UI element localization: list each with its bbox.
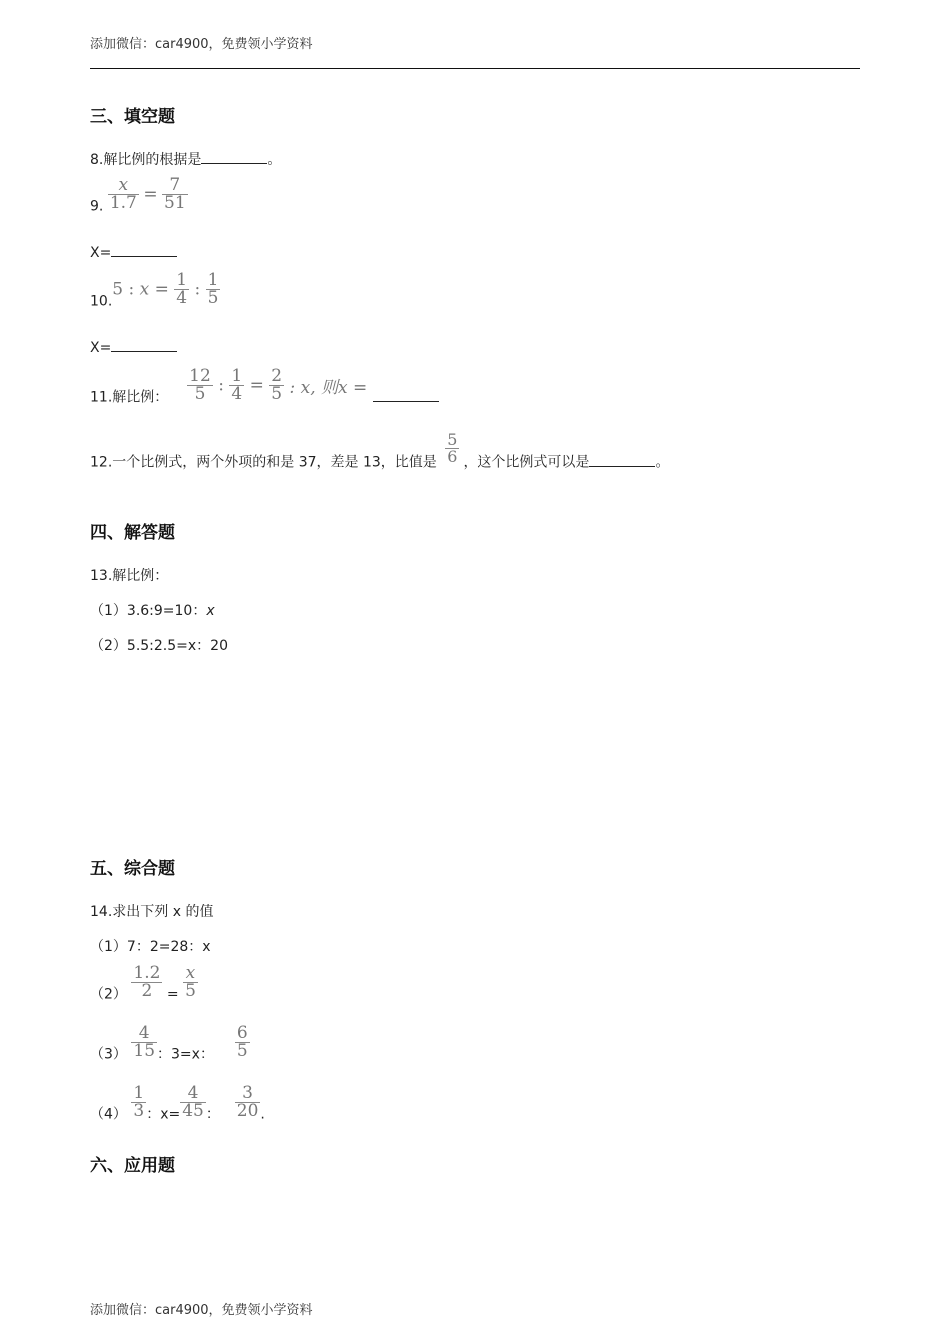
denominator: 2 [131, 982, 162, 1000]
equals-sign: = [149, 279, 175, 300]
part-text: （1）3.6:9=10： [90, 603, 207, 619]
part-text: ： [205, 1106, 220, 1123]
part-label: （3） [90, 1046, 127, 1063]
answer-label: X= [90, 245, 112, 261]
denominator: 45 [182, 1101, 204, 1121]
question-number: 9. [90, 198, 104, 215]
section-title-application: 六、应用题 [90, 1156, 175, 1176]
math-variable: x [206, 603, 215, 619]
page-header: 添加微信：car4900，免费领小学资料 [90, 37, 313, 52]
denominator: 4 [176, 288, 188, 308]
numerator: 3 [242, 1083, 253, 1103]
question-13-title: 13.解比例： [90, 568, 169, 584]
equals-sign: = [244, 375, 270, 396]
question-8 [90, 149, 281, 169]
fraction [183, 965, 198, 1000]
numerator: 1.2 [133, 963, 161, 983]
denominator: 5 [187, 385, 213, 403]
fraction [229, 368, 244, 403]
question-8-text: 8.解比例的根据是 [90, 152, 202, 168]
denominator: 51 [164, 193, 186, 213]
fraction [174, 272, 189, 307]
question-10-answer [90, 339, 177, 356]
question-14-part-4 [90, 1085, 265, 1124]
denominator: 3 [133, 1101, 145, 1121]
fraction [235, 1025, 250, 1060]
numerator: 1 [207, 270, 219, 290]
answer-blank [111, 339, 177, 352]
question-14-part-3 [90, 1025, 250, 1064]
question-number: 10. [90, 293, 113, 310]
question-11 [90, 368, 439, 407]
part-text: ：x= [146, 1106, 181, 1123]
part-end: . [260, 1106, 265, 1123]
question-12 [90, 432, 669, 472]
numerator: 12 [189, 366, 211, 386]
question-13-part-2: （2）5.5:2.5=x：20 [90, 638, 228, 654]
numerator: 1 [176, 270, 188, 290]
question-12-text: 12.一个比例式，两个外项的和是 37，差是 13，比值是 [90, 454, 437, 471]
section-title-comprehensive: 五、综合题 [90, 859, 175, 879]
colon: : [189, 279, 206, 300]
denominator: 6 [447, 447, 458, 466]
section-title-fill-in: 三、填空题 [90, 107, 175, 127]
math-variable: x [139, 279, 150, 300]
math-term: 5 : [112, 279, 140, 300]
equals-sign: = [162, 986, 184, 1003]
numerator: 7 [169, 175, 181, 195]
fraction [131, 965, 162, 1000]
denominator: 1.7 [109, 193, 137, 213]
numerator: 1 [231, 366, 243, 386]
answer-label: X= [90, 340, 112, 356]
numerator: x [118, 175, 129, 195]
answer-blank [201, 151, 267, 164]
denominator: 5 [185, 981, 196, 1001]
denominator: 4 [231, 384, 243, 404]
math-expression: : x, 则x = [284, 378, 373, 398]
denominator: 5 [271, 384, 283, 404]
part-label: （2） [90, 986, 127, 1003]
fraction [131, 1025, 157, 1060]
header-divider [90, 68, 860, 69]
question-14-part-1: （1）7：2=28：x [90, 939, 211, 955]
question-12-tail: ，这个比例式可以是 [463, 454, 590, 471]
page-footer: 添加微信：car4900，免费领小学资料 [90, 1303, 313, 1318]
fraction [180, 1085, 206, 1120]
part-text: ：3=x： [157, 1046, 214, 1063]
numerator: x [185, 963, 196, 983]
fraction [235, 1085, 261, 1120]
part-label: （4） [90, 1106, 127, 1123]
fraction [131, 1085, 146, 1120]
fraction [269, 368, 284, 403]
question-14-part-2 [90, 965, 198, 1004]
section-title-solve: 四、解答题 [90, 523, 175, 543]
equals-sign: = [143, 184, 158, 205]
answer-blank [111, 244, 177, 257]
answer-blank [589, 454, 655, 467]
fraction [162, 177, 188, 212]
question-10 [90, 272, 220, 310]
question-13-part-1 [90, 600, 215, 620]
numerator: 6 [236, 1023, 248, 1043]
denominator: 5 [207, 288, 219, 308]
question-8-end: 。 [267, 152, 282, 168]
numerator: 4 [187, 1083, 199, 1103]
question-14-title: 14.求出下列 x 的值 [90, 904, 214, 920]
denominator: 20 [236, 1101, 259, 1121]
numerator: 4 [138, 1023, 150, 1043]
numerator: 1 [133, 1083, 145, 1103]
fraction [108, 177, 139, 212]
question-11-text: 11.解比例： [90, 389, 169, 406]
question-12-end: 。 [655, 454, 670, 471]
fraction [445, 432, 459, 465]
question-9-answer [90, 244, 177, 261]
numerator: 2 [271, 366, 283, 386]
numerator: 5 [447, 430, 458, 449]
question-9 [90, 177, 188, 215]
colon: : [212, 375, 230, 396]
fraction [206, 272, 221, 307]
fraction [187, 368, 213, 403]
answer-blank [373, 389, 439, 402]
denominator: 15 [133, 1041, 156, 1061]
denominator: 5 [236, 1041, 248, 1061]
